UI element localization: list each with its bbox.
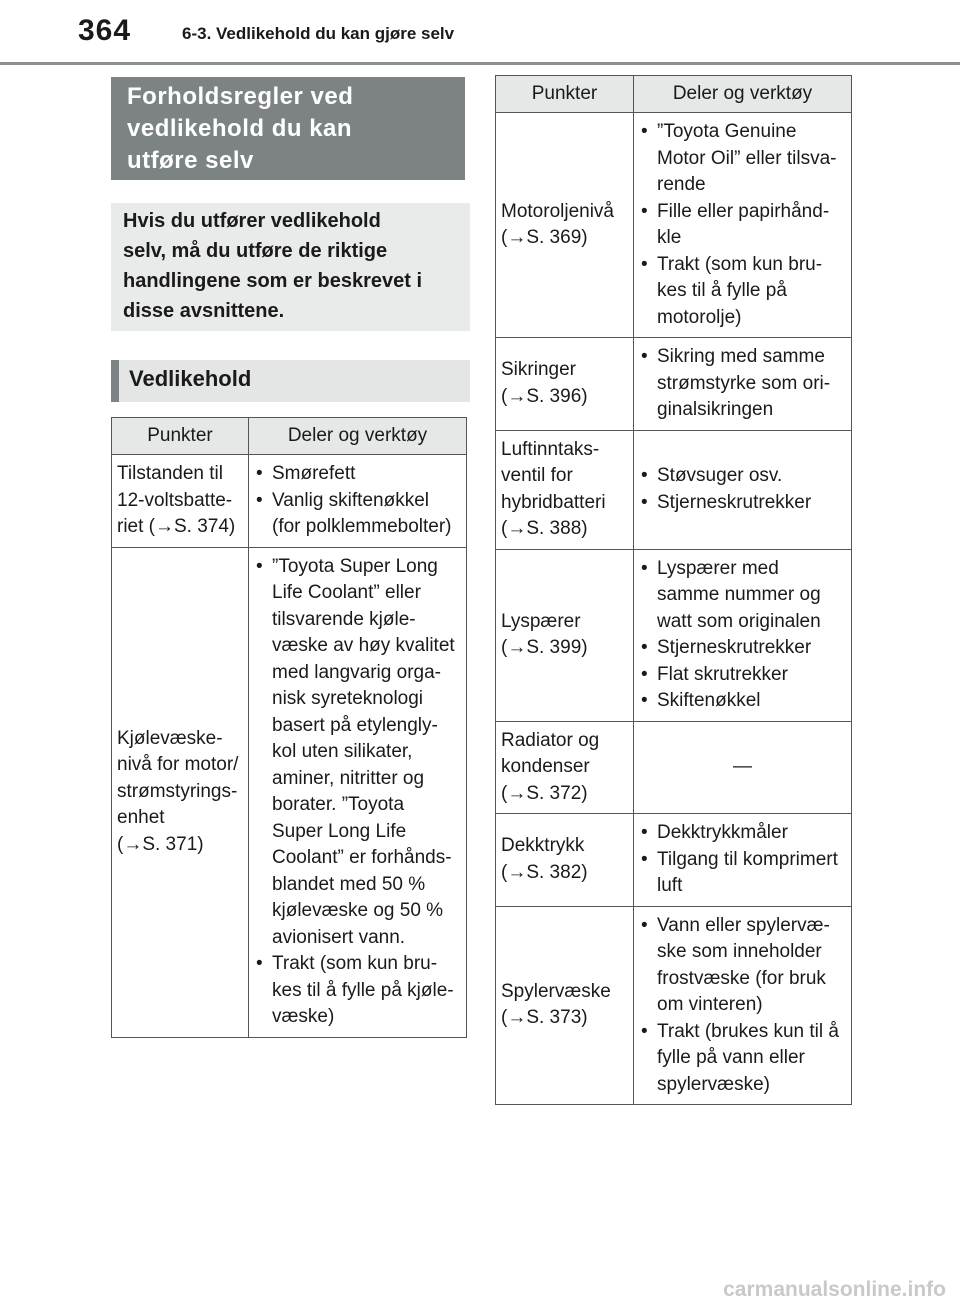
part-text-line: Super Long Life xyxy=(272,820,407,842)
item-text-line: (→S. 371) xyxy=(117,833,204,855)
intro-line: Hvis du utfører vedlikehold xyxy=(123,210,381,232)
parts-list-item xyxy=(639,344,846,424)
part-text-line: • Dekktrykkmåler xyxy=(657,822,788,843)
table-header-row xyxy=(496,76,852,113)
part-text-line: aminer, nitritter og xyxy=(272,767,425,789)
parts-list-item xyxy=(639,913,846,1019)
table-row xyxy=(496,906,852,1105)
item-cell xyxy=(496,113,634,338)
part-text-line: kjølevæske og 50 % xyxy=(272,900,444,921)
item-text-line: (→S. 372) xyxy=(501,782,588,804)
item-cell xyxy=(496,814,634,907)
part-text-line: ske som inneholder xyxy=(657,941,822,962)
item-cell xyxy=(496,721,634,814)
item-text-line: 12-voltsbatte- xyxy=(117,489,233,511)
part-text-line: • Smørefett xyxy=(272,463,356,484)
table-body xyxy=(112,455,467,1038)
section-title: 6-3. Vedlikehold du kan gjøre selv xyxy=(182,24,455,43)
part-text-line: • Stjerneskrutrekker xyxy=(657,637,812,658)
title-line: Forholdsregler ved xyxy=(127,83,354,110)
part-text-line: • Trakt (som kun bru- xyxy=(272,953,438,974)
parts-list xyxy=(639,820,846,900)
parts-cell xyxy=(249,547,467,1037)
page-header xyxy=(0,0,960,65)
item-text-line: ventil for xyxy=(501,465,573,486)
parts-list xyxy=(639,119,846,331)
part-text-line: • ”Toyota Genuine xyxy=(657,121,797,142)
table-body xyxy=(496,113,852,1105)
item-text-line: hybridbatteri xyxy=(501,491,606,513)
item-text-line: Radiator og xyxy=(501,729,600,751)
part-text-line: væske) xyxy=(272,1006,335,1027)
parts-list-item xyxy=(254,461,461,488)
part-text-line: luft xyxy=(657,875,683,896)
item-text-line: Lyspærer xyxy=(501,610,581,632)
item-text-line: Luftinntaks- xyxy=(501,438,600,460)
column-header-items: Punkter xyxy=(496,76,634,113)
item-text-line: Tilstanden til xyxy=(117,463,223,484)
parts-list-item xyxy=(639,688,846,715)
parts-list-item xyxy=(639,556,846,636)
part-text-line: • Sikring med samme xyxy=(657,346,825,367)
item-text-line: (→S. 382) xyxy=(501,861,588,883)
item-cell xyxy=(496,549,634,721)
part-text-line: nisk syreteknologi xyxy=(272,688,424,709)
part-text-line: kes til å fylle på kjøle- xyxy=(272,979,454,1001)
part-text-line: • ”Toyota Super Long xyxy=(272,555,438,577)
part-text-line: samme nummer og xyxy=(657,584,821,605)
parts-cell xyxy=(634,113,852,338)
intro-line: disse avsnittene. xyxy=(123,300,285,322)
subheading: Vedlikehold xyxy=(111,360,470,402)
part-text-line: med langvarig orga- xyxy=(272,661,441,683)
item-text-line: riet (→S. 374) xyxy=(117,516,236,537)
column-header-items: Punkter xyxy=(112,418,249,455)
parts-list-item xyxy=(254,554,461,952)
part-text-line: watt som originalen xyxy=(657,610,821,632)
part-text-line: frostvæske (for bruk xyxy=(657,967,826,989)
part-text-line: om vinteren) xyxy=(657,994,763,1015)
item-text-line: (→S. 388) xyxy=(501,518,588,539)
part-text-line: basert på etylengly- xyxy=(272,714,438,736)
parts-list-item xyxy=(639,199,846,252)
part-text-line: kol uten silikater, xyxy=(272,741,413,762)
part-text-line: • Vanlig skiftenøkkel xyxy=(272,489,429,511)
part-text-line: • Stjerneskrutrekker xyxy=(657,491,812,513)
part-text-line: • Skiftenøkkel xyxy=(657,690,761,711)
parts-cell xyxy=(634,430,852,549)
part-text-line: kes til å fylle på xyxy=(657,280,787,301)
part-text-line: væske av høy kvalitet xyxy=(272,635,455,656)
table-row xyxy=(496,721,852,814)
column-header-parts: Deler og verktøy xyxy=(249,418,467,455)
item-text-line: enhet xyxy=(117,807,165,829)
maintenance-table-right xyxy=(495,75,852,1105)
part-text-line: • Trakt (brukes kun til å xyxy=(657,1020,839,1042)
intro-box xyxy=(111,203,470,331)
parts-list-item xyxy=(639,662,846,689)
part-text-line: • Fille eller papirhånd- xyxy=(657,200,830,222)
item-text-line: Dekktrykk xyxy=(501,835,585,857)
item-text-line: (→S. 396) xyxy=(501,385,588,407)
intro-line: handlingene som er beskrevet i xyxy=(123,270,422,292)
parts-list-item xyxy=(639,847,846,900)
item-cell xyxy=(112,455,249,548)
item-cell xyxy=(496,430,634,549)
item-text-line: Sikringer xyxy=(501,359,576,381)
part-text-line: strømstyrke som ori- xyxy=(657,372,831,394)
part-text-line: fylle på vann eller xyxy=(657,1047,805,1068)
item-cell xyxy=(496,906,634,1105)
part-text-line: Life Coolant” eller xyxy=(272,582,421,603)
parts-list xyxy=(639,556,846,715)
part-text-line: • Lyspærer med xyxy=(657,557,779,579)
parts-cell xyxy=(634,814,852,907)
parts-list xyxy=(639,913,846,1099)
table-row xyxy=(112,547,467,1037)
parts-list-item xyxy=(639,1019,846,1099)
table-header-row xyxy=(112,418,467,455)
part-text-line: Coolant” er forhånds- xyxy=(272,847,452,868)
parts-list xyxy=(254,461,461,541)
page-number: 364 xyxy=(78,14,132,47)
item-text-line: strømstyrings- xyxy=(117,780,238,802)
intro-line: selv, må du utføre de riktige xyxy=(123,240,388,262)
part-text-line: Motor Oil” eller tilsva- xyxy=(657,147,837,169)
item-text-line: Spylervæske xyxy=(501,980,611,1002)
parts-list-item xyxy=(639,119,846,199)
part-text-line: • Støvsuger osv. xyxy=(657,465,783,486)
item-text-line: kondenser xyxy=(501,756,590,777)
title-box xyxy=(111,77,465,180)
parts-list-item xyxy=(639,490,846,517)
watermark: carmanualsonline.info xyxy=(723,1278,946,1301)
part-text-line: blandet med 50 % xyxy=(272,873,426,895)
item-text-line: nivå for motor/ xyxy=(117,754,239,776)
table-row xyxy=(496,549,852,721)
item-cell xyxy=(496,338,634,431)
parts-cell xyxy=(634,338,852,431)
table-row xyxy=(496,113,852,338)
parts-list-item xyxy=(639,463,846,490)
parts-cell xyxy=(634,906,852,1105)
title-line: utføre selv xyxy=(127,147,254,174)
part-text-line: borater. ”Toyota xyxy=(272,794,405,815)
item-text-line: Kjølevæske- xyxy=(117,727,223,749)
part-text-line: ginalsikringen xyxy=(657,399,774,420)
parts-cell: — xyxy=(634,721,852,814)
part-text-line: • Flat skrutrekker xyxy=(657,663,788,685)
part-text-line: motorolje) xyxy=(657,306,742,328)
parts-list-item xyxy=(254,488,461,541)
part-text-line: tilsvarende kjøle- xyxy=(272,608,416,630)
parts-list-item xyxy=(639,252,846,332)
table-row xyxy=(496,430,852,549)
item-text-line: Motoroljenivå xyxy=(501,200,614,222)
title-line: vedlikehold du kan xyxy=(127,115,353,142)
column-header-parts: Deler og verktøy xyxy=(634,76,852,113)
item-text-line: (→S. 369) xyxy=(501,227,588,248)
part-text-line: rende xyxy=(657,174,706,195)
parts-list xyxy=(639,463,846,516)
part-text-line: • Trakt (som kun bru- xyxy=(657,253,823,275)
part-text-line: • Vann eller spylervæ- xyxy=(657,914,830,936)
table-row xyxy=(112,455,467,548)
part-text-line: avionisert vann. xyxy=(272,926,406,948)
parts-list-item xyxy=(639,820,846,847)
item-text-line: (→S. 373) xyxy=(501,1007,588,1029)
table-row xyxy=(496,338,852,431)
part-text-line: spylervæske) xyxy=(657,1073,770,1095)
part-text-line: (for polklemmebolter) xyxy=(272,516,452,537)
parts-cell xyxy=(249,455,467,548)
parts-list-item xyxy=(639,635,846,662)
table-row xyxy=(496,814,852,907)
part-text-line: • Tilgang til komprimert xyxy=(657,848,838,870)
parts-cell xyxy=(634,549,852,721)
parts-list xyxy=(639,344,846,424)
maintenance-table-left xyxy=(111,417,467,1038)
parts-list xyxy=(254,554,461,1031)
item-cell xyxy=(112,547,249,1037)
part-text-line: kle xyxy=(657,227,682,248)
parts-list-item xyxy=(254,951,461,1031)
item-text-line: (→S. 399) xyxy=(501,637,588,658)
